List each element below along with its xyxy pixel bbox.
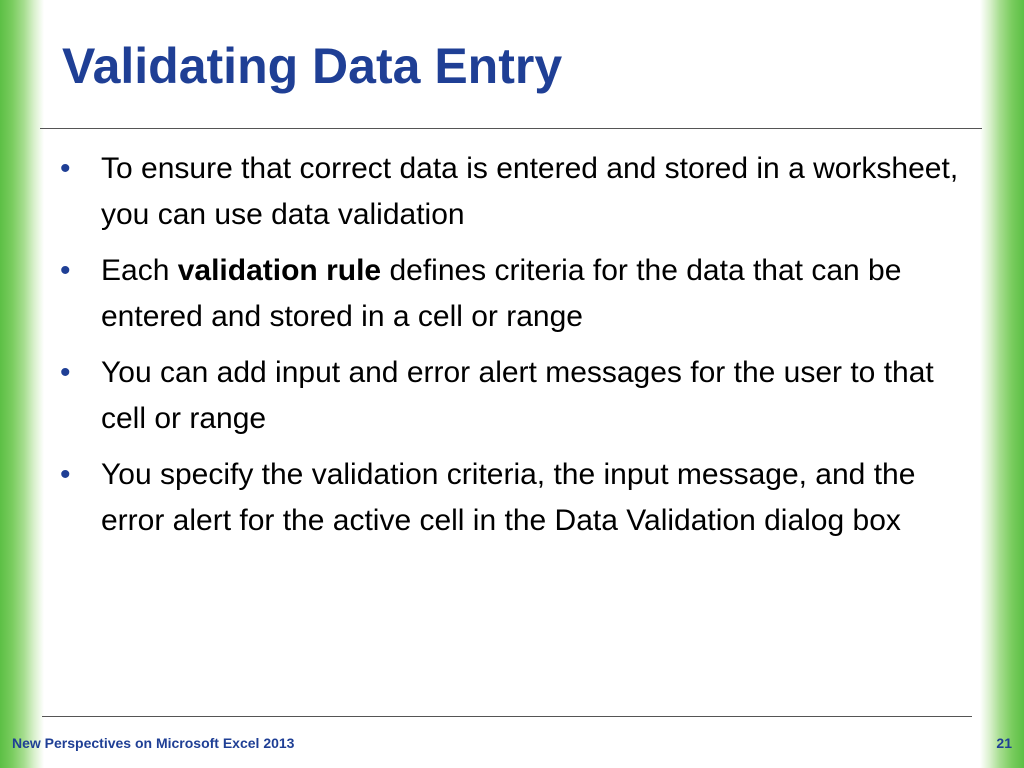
slide-title: Validating Data Entry (62, 38, 563, 94)
bullet-text-continued: defines criteria for the data that can be entered and stored in a cell or range (101, 254, 902, 333)
bullet-icon: • (60, 458, 71, 491)
bullet-text: Each (101, 254, 178, 287)
footer-divider (42, 716, 972, 717)
bullet-icon: • (60, 254, 71, 287)
bullet-icon: • (60, 152, 71, 185)
footer-title: New Perspectives on Microsoft Excel 2013 (12, 735, 295, 751)
bullet-item (60, 350, 980, 442)
bullet-text: To ensure that correct data is entered and stored in a worksheet, you can use data validation (101, 152, 959, 231)
bullet-text: You can add input and error alert messages for the user to that cell or range (101, 356, 934, 435)
bullet-item (60, 146, 980, 238)
page-number: 21 (996, 735, 1012, 751)
title-divider (40, 128, 982, 129)
bullet-list (60, 146, 980, 554)
bullet-text: You specify the validation criteria, the input message, and the error alert for the active cell in the Data Validation dialog box (101, 458, 916, 537)
bullet-icon: • (60, 356, 71, 389)
right-green-border (980, 0, 1024, 768)
bullet-bold-term: validation rule (177, 254, 382, 287)
bullet-item (60, 452, 980, 544)
bullet-item (60, 248, 980, 340)
left-green-border (0, 0, 44, 768)
